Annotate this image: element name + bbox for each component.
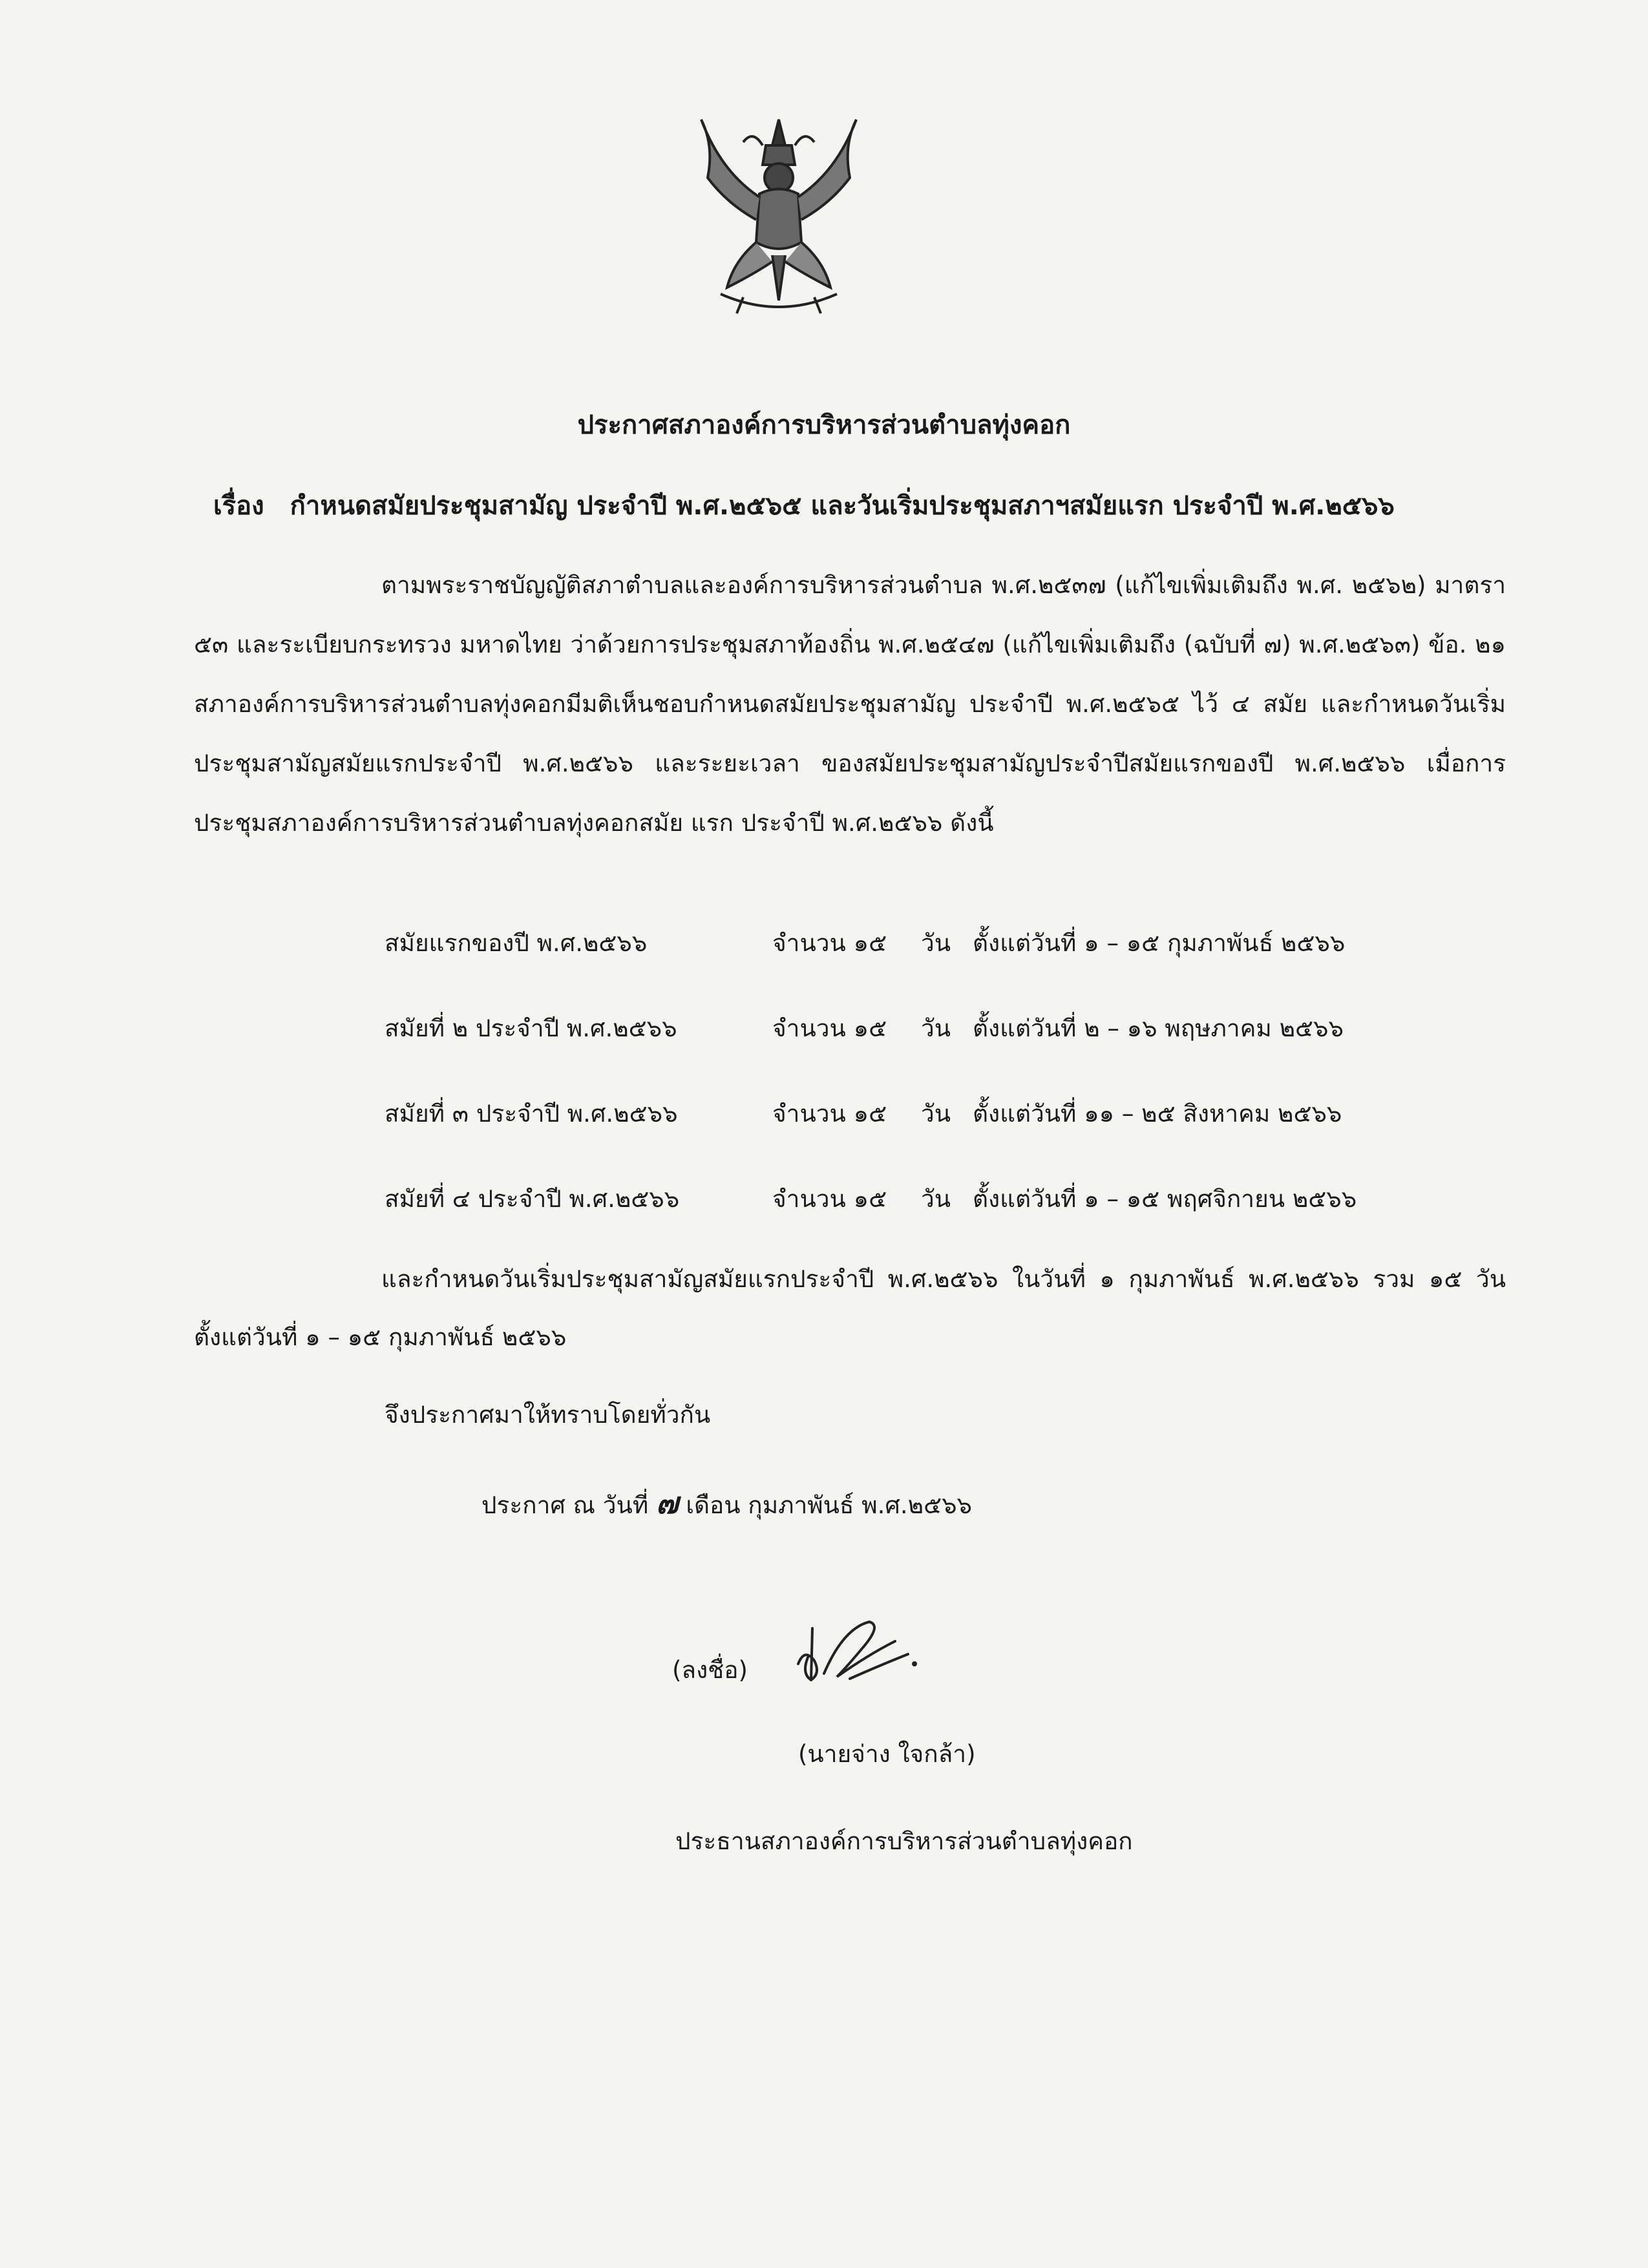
announcement-date (481, 1480, 972, 1527)
notification-line: จึงประกาศมาให้ทราบโดยทั่วกัน (385, 1401, 711, 1429)
announcement-title: ประกาศสภาองค์การบริหารส่วนตำบลทุ่งคอก (577, 410, 1071, 440)
subject-label: เรื่อง (213, 491, 264, 521)
subject-line (213, 485, 1395, 526)
session-period: ตั้งแต่วันที่ ๑ – ๑๕ พฤศจิกายน ๒๕๖๖ (973, 1185, 1357, 1213)
body-paragraph: ตามพระราชบัญญัติสภาตำบลและองค์การบริหารส่วนตำบล พ.ศ.๒๕๓๗ (แก้ไขเพิ่มเติมถึง พ.ศ. ๒๕๖๒) มาตรา ๕๓ และระเบียบกระทรวง มหาดไทย ว่าด้วยการประชุมสภาท้องถิ่น พ.ศ.๒๕๔๗ (แก้ไขเพิ่มเติมถึง (ฉบับที่ ๗) พ.ศ.๒๕๖๓) ข้อ. ๒๑ สภาองค์การบริหารส่วนตำบลทุ่งคอกมีมติเห็นชอบกำหนดสมัยประชุมสามัญ ประจำปี พ.ศ.๒๕๖๕ ไว้ ๔ สมัย และกำหนดวันเริ่มประชุมสามัญสมัยแรกประจำปี พ.ศ.๒๕๖๖ และระยะเวลา ของสมัยประชุมสามัญประจำปีสมัยแรกของปี พ.ศ.๒๕๖๖ เมื่อการประชุมสภาองค์การบริหารส่วนตำบลทุ่งคอกสมัย แรก ประจำปี พ.ศ.๒๕๖๖ ดังนี้ (194, 571, 1506, 837)
session-row (385, 1009, 1357, 1095)
signer-name: (นายจ่าง ใจกล้า) (798, 1740, 976, 1768)
signer-position: ประธานสภาองค์การบริหารส่วนตำบลทุ่งคอก (675, 1827, 1133, 1855)
session-period: ตั้งแต่วันที่ ๑ – ๑๕ กุมภาพันธ์ ๒๕๖๖ (973, 929, 1346, 957)
session-name: สมัยที่ ๔ ประจำปี พ.ศ.๒๕๖๖ (385, 1185, 680, 1213)
garuda-emblem (682, 107, 876, 326)
date-day: ๗ (655, 1486, 679, 1520)
signature-label: (ลงชื่อ) (672, 1656, 748, 1684)
session-amount: จำนวน ๑๕ (772, 1014, 887, 1042)
date-suffix: เดือน กุมภาพันธ์ พ.ศ.๒๕๖๖ (686, 1491, 973, 1519)
session-row (385, 924, 1357, 1009)
session-unit: วัน (921, 1014, 951, 1042)
subject-text: กำหนดสมัยประชุมสามัญ ประจำปี พ.ศ.๒๕๖๕ และวันเริ่มประชุมสภาฯสมัยแรก ประจำปี พ.ศ.๒๕๖๖ (290, 491, 1395, 521)
session-period: ตั้งแต่วันที่ ๑๑ – ๒๕ สิงหาคม ๒๕๖๖ (973, 1100, 1342, 1128)
session-name: สมัยที่ ๓ ประจำปี พ.ศ.๒๕๖๖ (385, 1100, 678, 1128)
session-amount: จำนวน ๑๕ (772, 929, 887, 957)
session-unit: วัน (921, 1100, 951, 1128)
date-prefix: ประกาศ ณ วันที่ (481, 1491, 649, 1519)
session-name: สมัยที่ ๒ ประจำปี พ.ศ.๒๕๖๖ (385, 1014, 677, 1042)
handwritten-signature (785, 1602, 927, 1699)
session-amount: จำนวน ๑๕ (772, 1185, 887, 1213)
session-row (385, 1095, 1357, 1180)
closing-paragraph: และกำหนดวันเริ่มประชุมสามัญสมัยแรกประจำปี พ.ศ.๒๕๖๖ ในวันที่ ๑ กุมภาพันธ์ พ.ศ.๒๕๖๖ รวม ๑๕ วัน ตั้งแต่วันที่ ๑ – ๑๕ กุมภาพันธ์ ๒๕๖๖ (194, 1265, 1506, 1351)
session-period: ตั้งแต่วันที่ ๒ – ๑๖ พฤษภาคม ๒๕๖๖ (973, 1014, 1344, 1042)
session-unit: วัน (921, 929, 951, 957)
session-list (385, 924, 1357, 1265)
session-amount: จำนวน ๑๕ (772, 1100, 887, 1128)
session-name: สมัยแรกของปี พ.ศ.๒๕๖๖ (385, 929, 648, 957)
session-unit: วัน (921, 1185, 951, 1213)
